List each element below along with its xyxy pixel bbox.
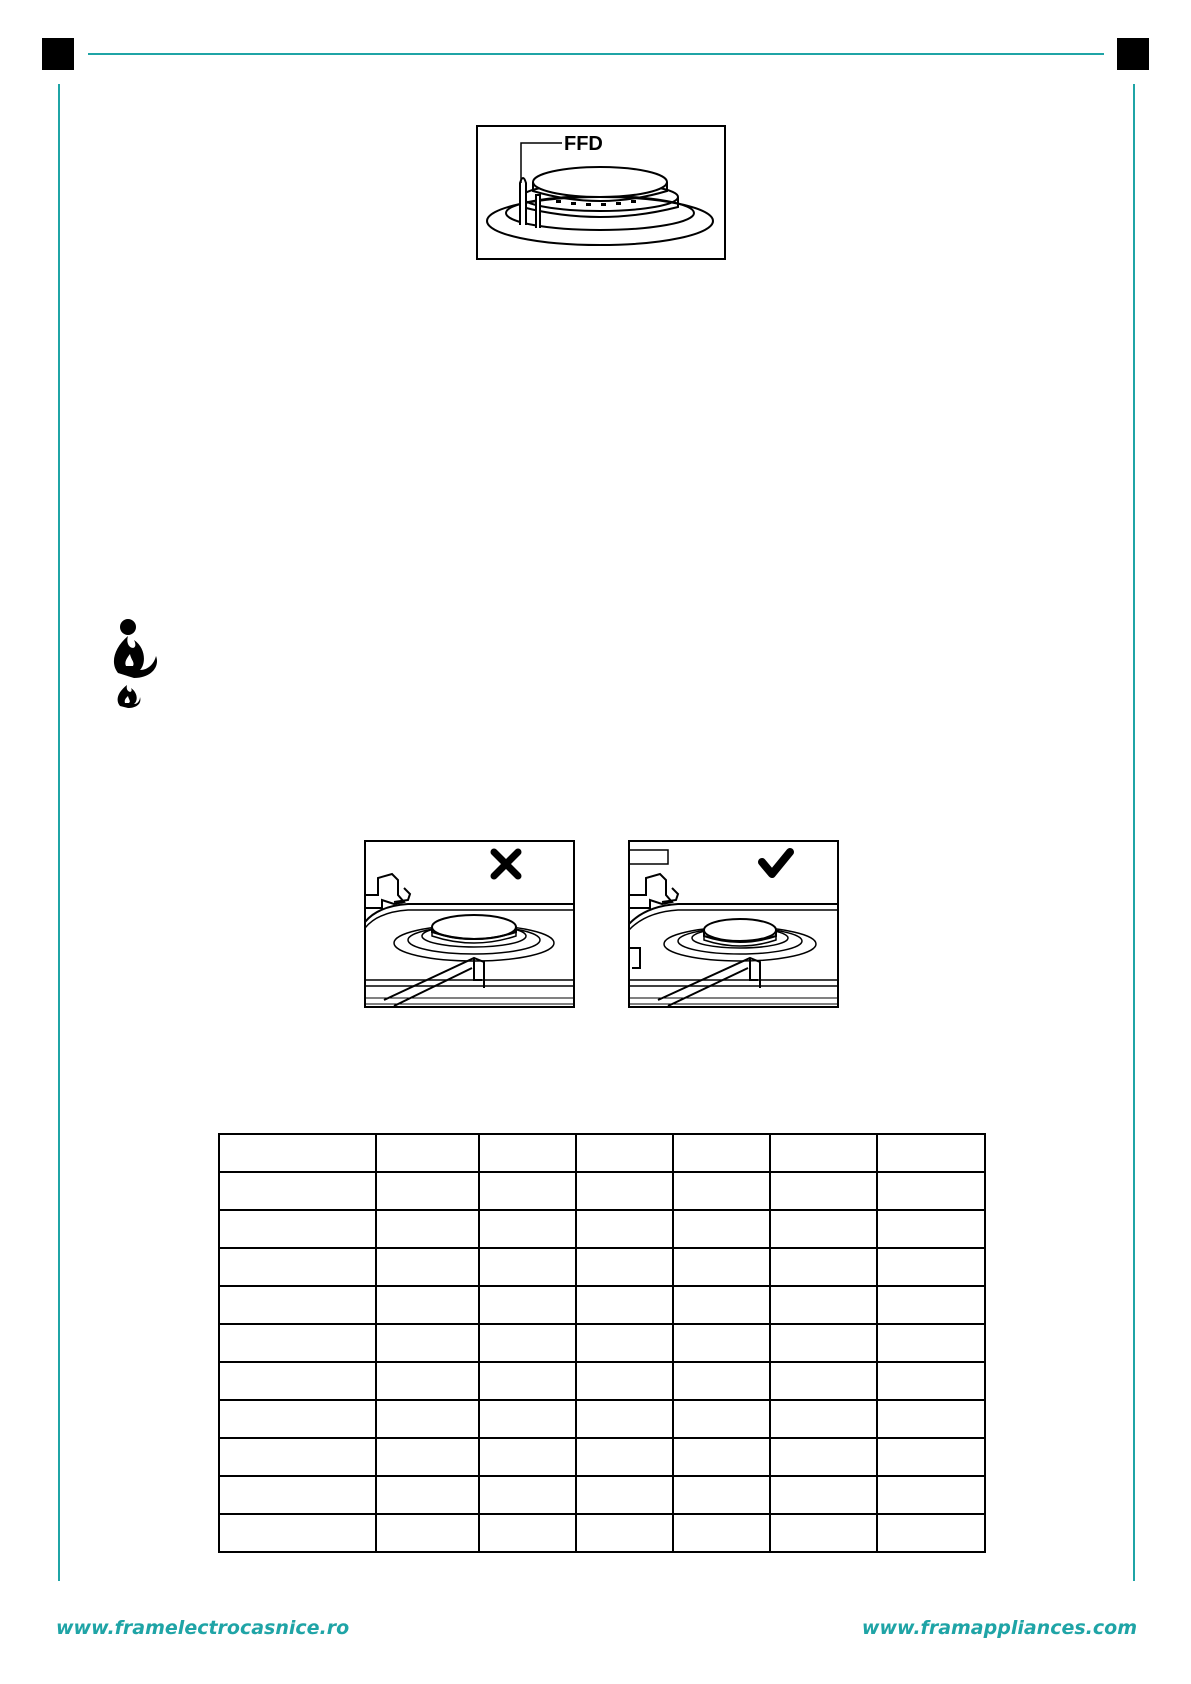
table-cell xyxy=(479,1514,576,1552)
table-cell xyxy=(376,1362,479,1400)
flame-max-icon xyxy=(110,618,160,683)
table-cell xyxy=(479,1286,576,1324)
table-cell xyxy=(576,1324,673,1362)
table-row xyxy=(219,1248,985,1286)
table-cell xyxy=(576,1248,673,1286)
table-cell xyxy=(877,1400,985,1438)
table-cell xyxy=(770,1286,877,1324)
table-cell xyxy=(770,1248,877,1286)
table-cell xyxy=(376,1248,479,1286)
table-cell xyxy=(479,1476,576,1514)
wrong-placement-figure xyxy=(364,840,575,1008)
table-cell xyxy=(673,1400,770,1438)
table-row xyxy=(219,1438,985,1476)
left-rule xyxy=(58,84,60,1581)
table-cell xyxy=(877,1438,985,1476)
table-cell xyxy=(376,1172,479,1210)
table-cell xyxy=(877,1172,985,1210)
footer-link-left[interactable]: www.framelectrocasnice.ro xyxy=(56,1617,350,1639)
table-cell xyxy=(376,1400,479,1438)
table-cell xyxy=(219,1210,376,1248)
top-rule xyxy=(88,53,1104,55)
table-cell xyxy=(877,1514,985,1552)
table-cell xyxy=(219,1438,376,1476)
table-cell xyxy=(479,1134,576,1172)
correct-placement-figure xyxy=(628,840,839,1008)
footer-link-right[interactable]: www.framappliances.com xyxy=(861,1617,1137,1639)
table-cell xyxy=(877,1248,985,1286)
table-cell xyxy=(576,1476,673,1514)
table-row xyxy=(219,1324,985,1362)
table-cell xyxy=(219,1134,376,1172)
table-cell xyxy=(673,1248,770,1286)
table-cell xyxy=(219,1514,376,1552)
table-cell xyxy=(219,1362,376,1400)
table-cell xyxy=(673,1438,770,1476)
table-cell xyxy=(673,1476,770,1514)
table-row xyxy=(219,1286,985,1324)
table-cell xyxy=(219,1286,376,1324)
table-cell xyxy=(770,1438,877,1476)
table-cell xyxy=(770,1400,877,1438)
table-row xyxy=(219,1172,985,1210)
table-cell xyxy=(479,1210,576,1248)
table-cell xyxy=(877,1362,985,1400)
table-cell xyxy=(479,1438,576,1476)
table-cell xyxy=(479,1172,576,1210)
table-cell xyxy=(673,1210,770,1248)
table-cell xyxy=(479,1362,576,1400)
table-cell xyxy=(877,1286,985,1324)
table-cell xyxy=(673,1514,770,1552)
table-row xyxy=(219,1134,985,1172)
table-row xyxy=(219,1514,985,1552)
table-cell xyxy=(376,1476,479,1514)
table-cell xyxy=(770,1210,877,1248)
table-cell xyxy=(576,1438,673,1476)
table-row xyxy=(219,1400,985,1438)
table-cell xyxy=(376,1324,479,1362)
table-row xyxy=(219,1210,985,1248)
table-cell xyxy=(673,1362,770,1400)
table-cell xyxy=(479,1400,576,1438)
flame-min-icon xyxy=(115,682,141,713)
table-cell xyxy=(219,1400,376,1438)
table-cell xyxy=(376,1514,479,1552)
table-cell xyxy=(770,1362,877,1400)
data-table xyxy=(218,1133,986,1553)
table-cell xyxy=(770,1172,877,1210)
table-cell xyxy=(673,1134,770,1172)
ffd-burner-figure xyxy=(476,125,726,260)
table-cell xyxy=(770,1476,877,1514)
table-cell xyxy=(770,1514,877,1552)
table-cell xyxy=(877,1134,985,1172)
table-cell xyxy=(576,1286,673,1324)
table-cell xyxy=(673,1324,770,1362)
table-cell xyxy=(770,1324,877,1362)
table-cell xyxy=(219,1248,376,1286)
ffd-label: FFD xyxy=(564,133,603,155)
table-cell xyxy=(576,1400,673,1438)
table-cell xyxy=(576,1362,673,1400)
corner-mark-top-right xyxy=(1117,38,1149,70)
right-rule xyxy=(1133,84,1135,1581)
table-cell xyxy=(877,1210,985,1248)
table-cell xyxy=(877,1476,985,1514)
table-cell xyxy=(376,1134,479,1172)
table-cell xyxy=(376,1438,479,1476)
table-cell xyxy=(673,1172,770,1210)
table-cell xyxy=(576,1514,673,1552)
table-cell xyxy=(576,1172,673,1210)
table-cell xyxy=(576,1210,673,1248)
table-cell xyxy=(877,1324,985,1362)
table-cell xyxy=(376,1210,479,1248)
table-cell xyxy=(479,1324,576,1362)
table-cell xyxy=(770,1134,877,1172)
table-cell xyxy=(576,1134,673,1172)
table-cell xyxy=(219,1324,376,1362)
table-row xyxy=(219,1476,985,1514)
table-cell xyxy=(673,1286,770,1324)
table-cell xyxy=(219,1476,376,1514)
table-cell xyxy=(479,1248,576,1286)
table-cell xyxy=(219,1172,376,1210)
corner-mark-top-left xyxy=(42,38,74,70)
table-cell xyxy=(376,1286,479,1324)
table-row xyxy=(219,1362,985,1400)
table-body xyxy=(219,1134,985,1552)
